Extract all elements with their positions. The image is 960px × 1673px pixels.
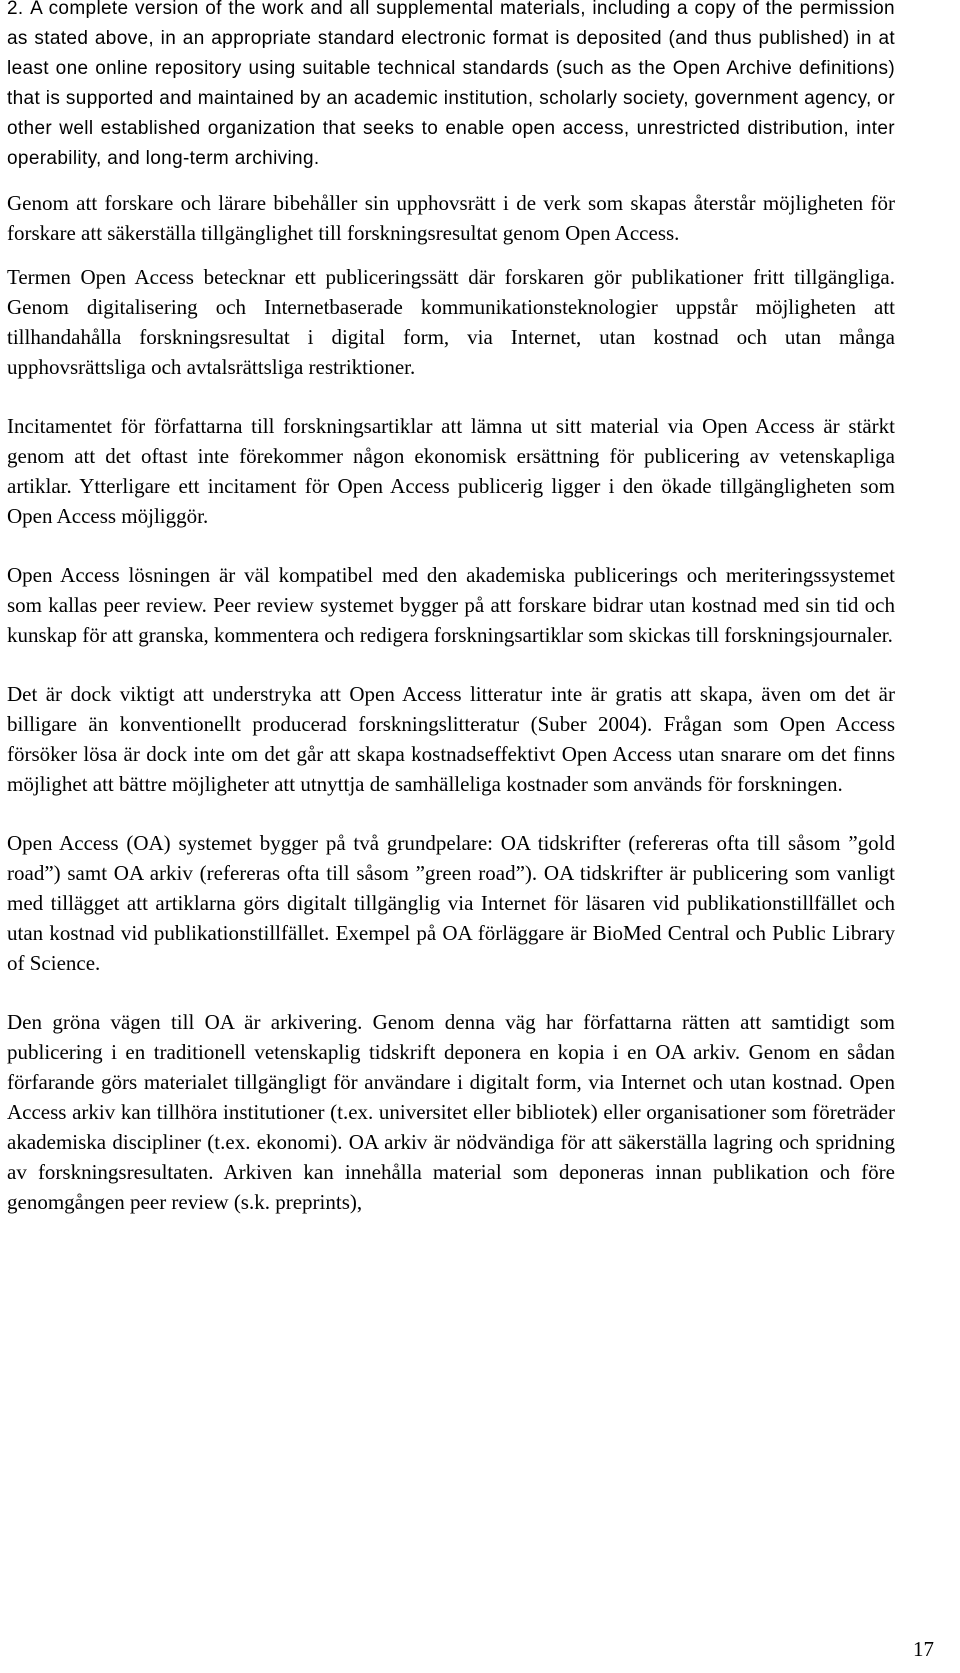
- paragraph: Incitamentet för författarna till forskningsartiklar att lämna ut sitt material via Open Access är stärkt genom att det oftast inte förekommer någon ekonomisk ersättning för publicering av vetenskapliga artiklar. Ytterligare ett incitament för Open Access publicerig ligger i den ökade tillgängligheten som Open Access möjliggör.: [7, 414, 895, 528]
- paragraph: Genom att forskare och lärare bibehåller sin upphovsrätt i de verk som skapas återstår möjligheten för forskare att säkerställa tillgänglighet till forskningsresultat genom Open Access.: [7, 191, 895, 245]
- paragraph: Termen Open Access betecknar ett publiceringssätt där forskaren gör publikationer fritt tillgängliga. Genom digitalisering och Internetbaserade kommunikationsteknologier uppstår möjligheten att tillhandahålla forskningsresultat i digital form, via Internet, utan kostnad och utan många upphovsrättsliga och avtalsrättsliga restriktioner.: [7, 265, 895, 379]
- page-number: 17: [913, 1637, 934, 1661]
- list-marker: 2.: [7, 0, 24, 19]
- paragraph: Open Access (OA) systemet bygger på två grundpelare: OA tidskrifter (refereras ofta till såsom ”gold road”) samt OA arkiv (refereras ofta till såsom ”green road”). OA tidskrifter är publicering som vanligt med tillägget att artiklarna görs digitalt tillgänglig via Internet för läsaren vid publikationstillfället och utan kostnad vid publikationstillfället. Exempel på OA förläggare är BioMed Central och Public Library of Science.: [7, 831, 895, 975]
- list-item-text: A complete version of the work and all supplemental materials, including a copy of the permission as stated above, in an appropriate standard electronic format is deposited (and thus published) in at least one online repository using suitable technical standards (such as the Open Archive definitions) that is supported and maintained by an academic institution, scholarly society, government agency, or other well established organization that seeks to enable open access, unrestricted distribution, inter operability, and long-term archiving.: [7, 0, 895, 169]
- paragraph: Det är dock viktigt att understryka att Open Access litteratur inte är gratis att skapa, även om det är billigare än konventionellt producerad forskningslitteratur (Suber 2004). Frågan som Open Access försöker lösa är dock inte om det går att skapa kostnadseffektivt Open Access utan snarare om det finns möjlighet att bättre möjligheter att utnyttja de samhälleliga kostnader som används för forskningen.: [7, 682, 895, 796]
- page-body: [7, 0, 895, 1217]
- paragraph: Open Access lösningen är väl kompatibel med den akademiska publicerings och meriteringssystemet som kallas peer review. Peer review systemet bygger på att forskare bidrar utan kostnad med sin tid och kunskap för att granska, kommentera och redigera forskningsartiklar som skickas till forskningsjournaler.: [7, 563, 895, 647]
- paragraph: Den gröna vägen till OA är arkivering. Genom denna väg har författarna rätten att samtidigt som publicering i en traditionell vetenskaplig tidskrift deponera en kopia i en OA arkiv. Genom en sådan förfarande görs materialet tillgängligt för användare i digitalt form, via Internet och utan kostnad. Open Access arkiv kan tillhöra institutioner (t.ex. universitet eller bibliotek) eller organisationer som företräder akademiska discipliner (t.ex. ekonomi). OA arkiv är nödvändiga för att säkerställa lagring och spridning av forskningsresultaten. Arkiven kan innehålla material som deponeras innan publikation och före genomgången peer review (s.k. preprints),: [7, 1010, 895, 1214]
- numbered-list-item: [7, 0, 895, 174]
